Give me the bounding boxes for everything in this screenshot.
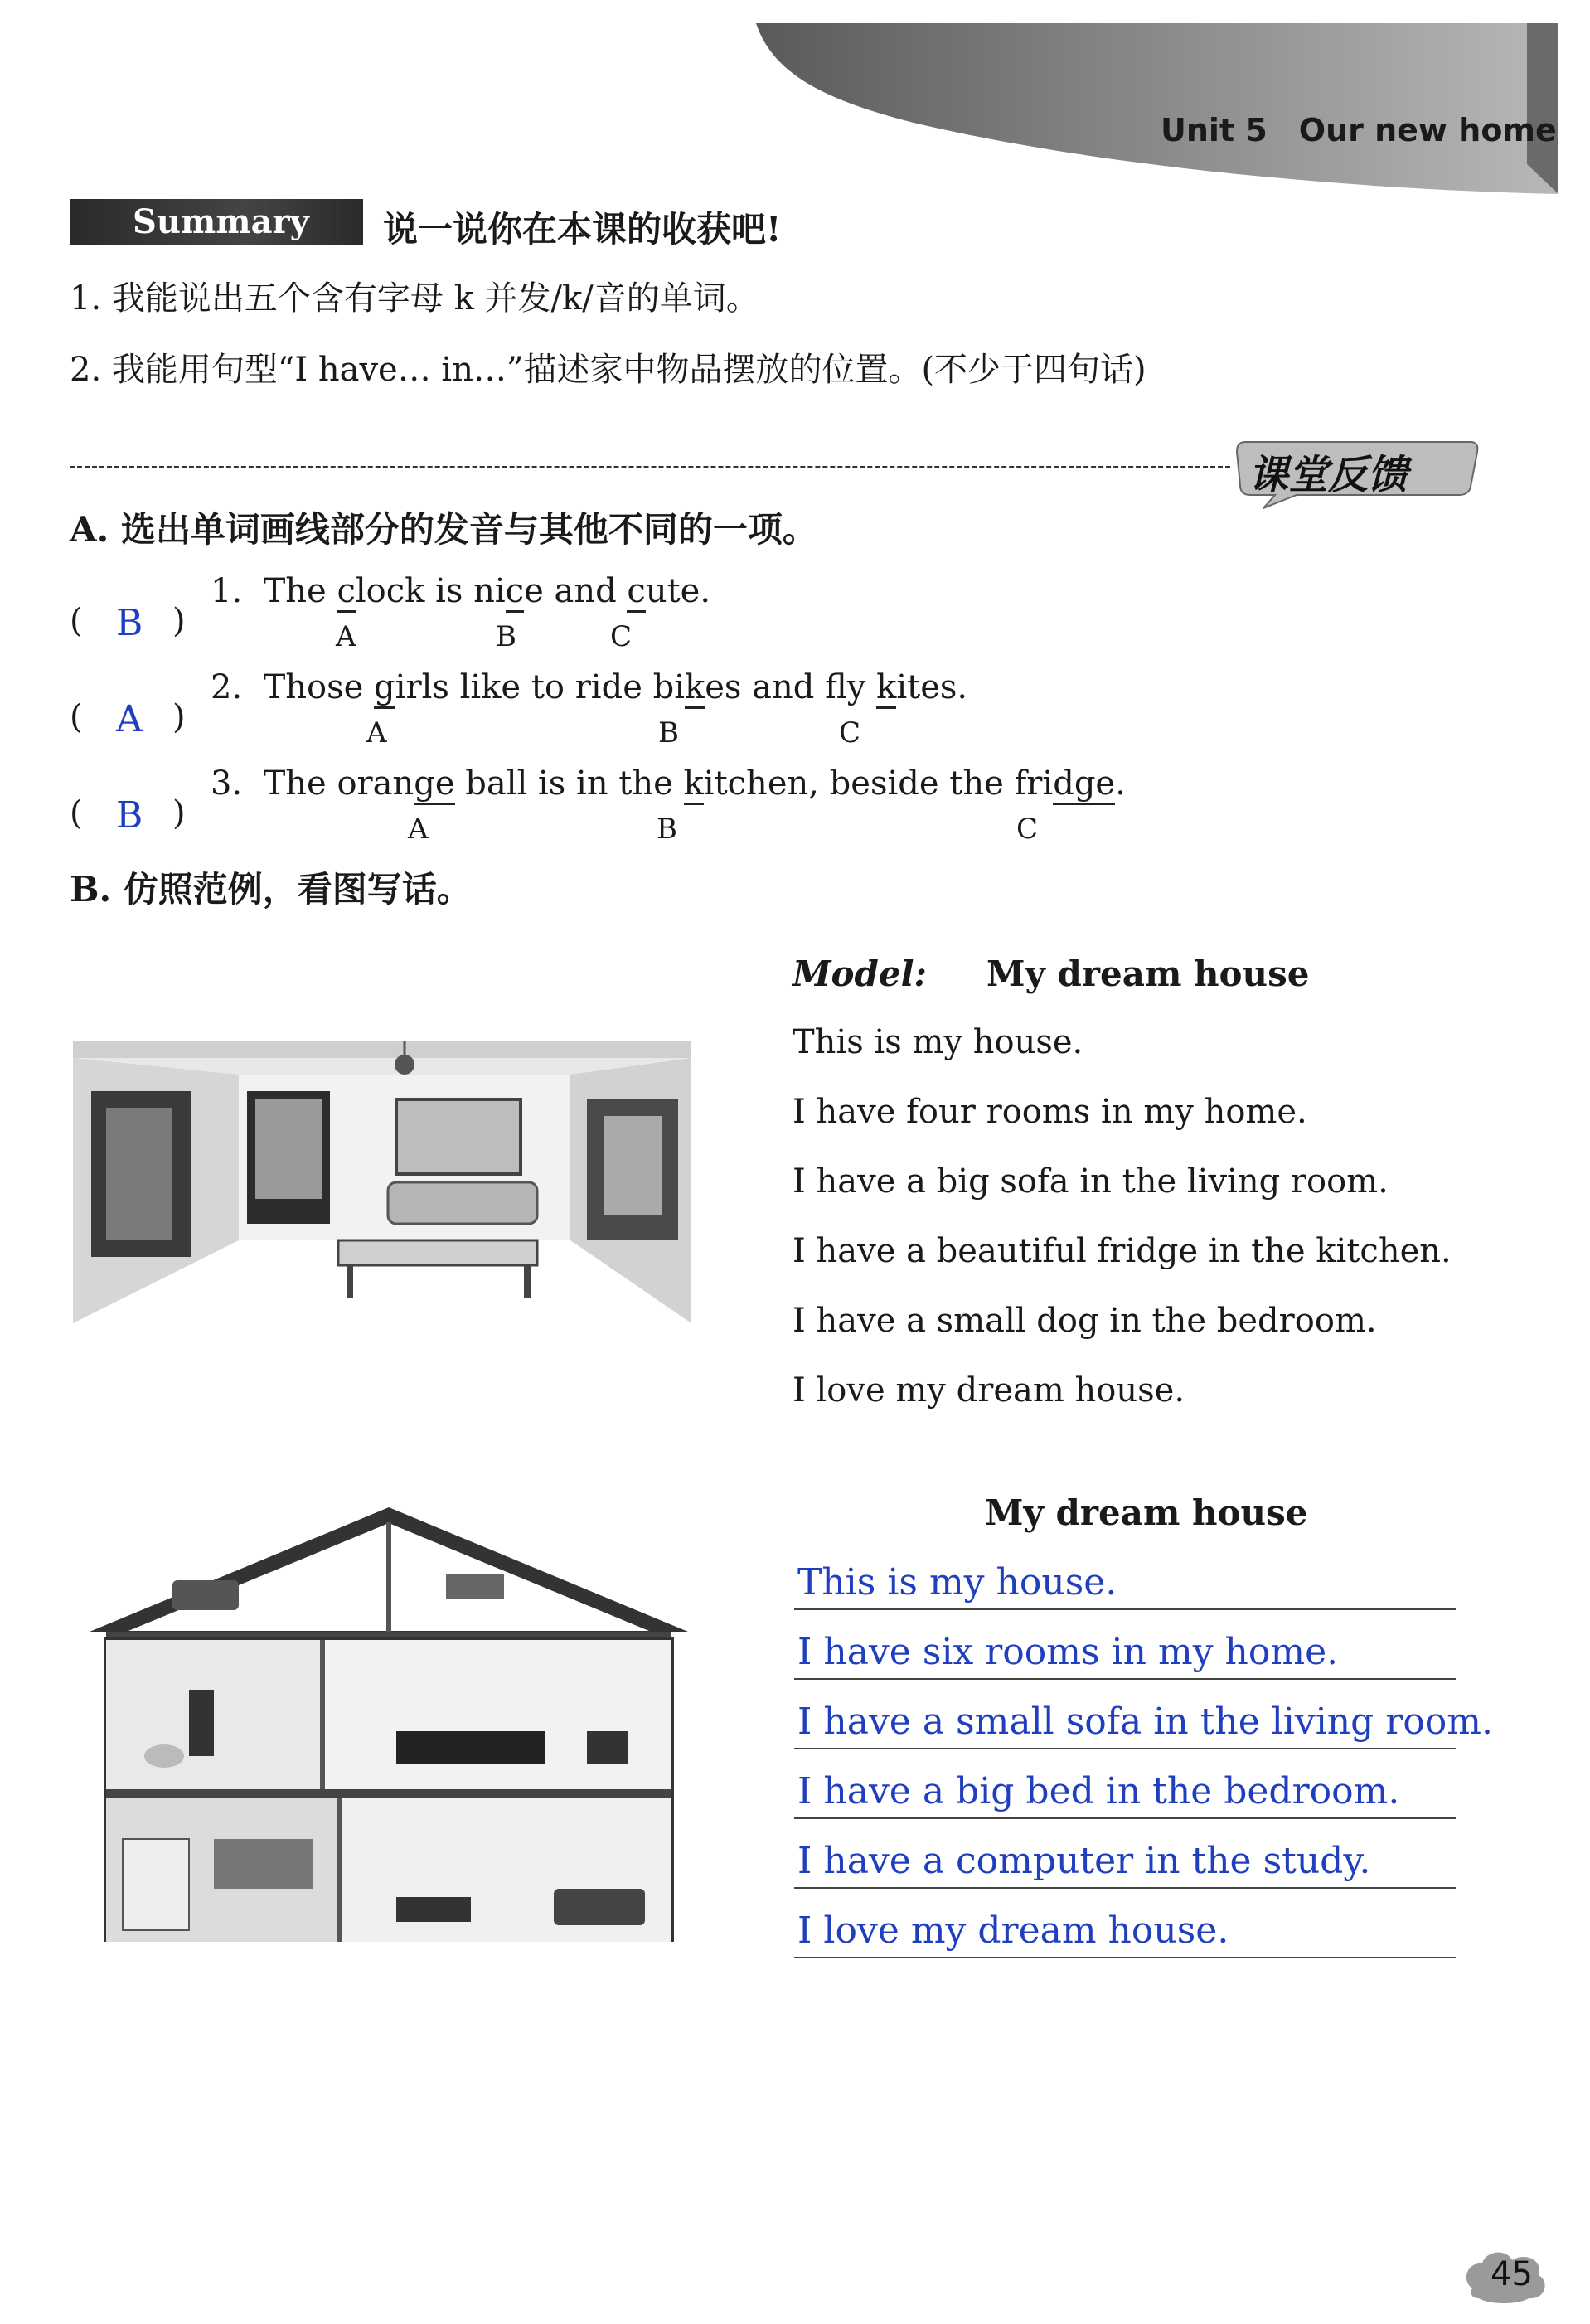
answer-line-2[interactable]: I have six rooms in my home.: [794, 1628, 1456, 1680]
summary-tag: Summary: [70, 199, 363, 245]
text-part: ites.: [896, 668, 968, 706]
option-letter: A: [408, 813, 429, 846]
underlined-part: c: [506, 572, 524, 613]
answer-2: A: [116, 698, 143, 740]
model-line-5: I have a small dog in the bedroom.: [793, 1302, 1377, 1340]
text-part: Those: [263, 668, 375, 706]
text-part: itchen, beside the fri: [703, 764, 1054, 803]
underlined-part: k: [876, 668, 896, 709]
option-letter: C: [1016, 813, 1039, 846]
question-3: ( B ) 3. The orange ball is in the kitchen, beside the fridge.: [70, 764, 1126, 837]
answer-3: B: [116, 794, 143, 837]
model-line-6: I love my dream house.: [793, 1371, 1185, 1409]
underlined-part: dge: [1053, 764, 1115, 805]
text-part: The oran: [263, 764, 414, 803]
option-letter: C: [610, 620, 633, 653]
text-part: .: [1115, 764, 1126, 803]
model-line-4: I have a beautiful fridge in the kitchen.: [793, 1232, 1452, 1270]
question-number: 1.: [211, 572, 243, 610]
answer-line-5[interactable]: I have a computer in the study.: [794, 1837, 1456, 1889]
unit-label: Unit 5: [1161, 112, 1268, 148]
option-letter: B: [496, 620, 516, 653]
living-room-image: [73, 1041, 691, 1323]
header-band: [756, 23, 1558, 194]
model-line-1: This is my house.: [793, 1023, 1083, 1061]
answer-1: B: [116, 602, 143, 644]
text-part: ute.: [645, 572, 711, 610]
option-letter: B: [658, 716, 679, 750]
summary-heading: 说一说你在本课的收获吧!: [383, 209, 782, 250]
text-part: es and fly: [705, 668, 877, 706]
model-line-3: I have a big sofa in the living room.: [793, 1162, 1389, 1201]
unit-name: Our new home: [1298, 112, 1557, 148]
unit-title: [1161, 112, 1557, 148]
underlined-part: g: [374, 668, 395, 709]
question-number: 3.: [211, 764, 243, 803]
answer-line-4[interactable]: I have a big bed in the bedroom.: [794, 1768, 1456, 1819]
underlined-part: k: [685, 668, 705, 709]
model-label: Model:: [793, 953, 928, 994]
section-b-title: B. 仿照范例，看图写话。: [70, 869, 472, 910]
option-letter: A: [336, 620, 356, 653]
underlined-part: k: [684, 764, 704, 805]
model-heading: [793, 953, 1309, 994]
text-part: e and: [524, 572, 628, 610]
summary-item-1: 1. 我能说出五个含有字母 k 并发/k/音的单词。: [70, 279, 759, 318]
model-line-2: I have four rooms in my home.: [793, 1093, 1307, 1131]
text-part: irls like to ride bi: [395, 668, 685, 706]
option-letter: B: [657, 813, 677, 846]
option-letter: C: [839, 716, 861, 750]
section-a-title: A. 选出单词画线部分的发音与其他不同的一项。: [70, 509, 817, 550]
feedback-divider: [70, 466, 1230, 468]
dream-house-image: [90, 1507, 688, 1942]
feedback-label: 课堂反馈: [1248, 452, 1408, 498]
answer-line-6[interactable]: I love my dream house.: [794, 1907, 1456, 1958]
text-part: The: [263, 572, 337, 610]
underlined-part: ge: [414, 764, 454, 805]
question-1: ( B ) 1. The clock is nice and cute.: [70, 572, 711, 644]
text-part: lock is ni: [355, 572, 506, 610]
answer-line-3[interactable]: I have a small sofa in the living room.: [794, 1698, 1456, 1749]
underlined-part: c: [627, 572, 645, 613]
model-title: My dream house: [986, 953, 1310, 994]
page-number: 45: [1491, 2255, 1533, 2293]
underlined-part: c: [337, 572, 355, 613]
question-2: ( A ) 2. Those girls like to ride bikes and fly kites.: [70, 668, 968, 740]
option-letter: A: [366, 716, 387, 750]
answer-title: My dream house: [985, 1492, 1308, 1533]
question-number: 2.: [211, 668, 243, 706]
answer-line-1[interactable]: This is my house.: [794, 1559, 1456, 1610]
summary-item-2: 2. 我能用句型“I have… in…”描述家中物品摆放的位置。(不少于四句话): [70, 351, 1146, 389]
text-part: ball is in the: [454, 764, 684, 803]
